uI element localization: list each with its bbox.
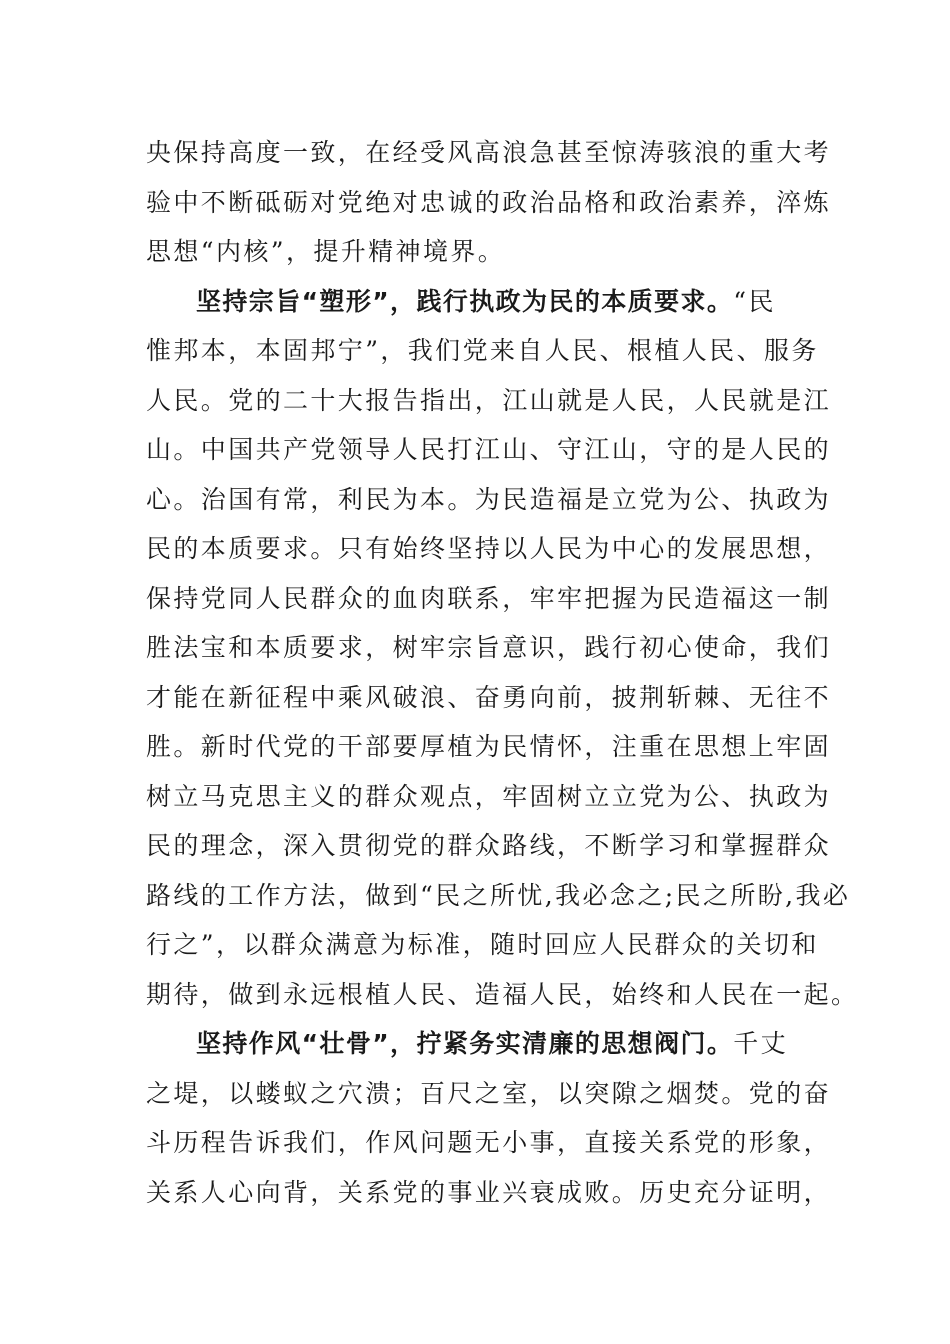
text-line: 民的本质要求。只有始终坚持以人民为中心的发展思想， xyxy=(146,534,832,563)
text-line: 行之”，以群众满意为标准，随时回应人民群众的关切和 xyxy=(146,930,819,959)
text-line: 斗历程告诉我们，作风问题无小事，直接关系党的形象， xyxy=(146,1128,832,1157)
paragraph-first-line xyxy=(146,277,816,327)
text-line: 保持党同人民群众的血肉联系，牢牢把握为民造福这一制 xyxy=(146,583,832,613)
text-line: 心。治国有常，利民为本。为民造福是立党为公、执政为 xyxy=(146,484,832,514)
text-line: 关系人心向背，关系党的事业兴衰成败。历史充分证明， xyxy=(146,1177,832,1207)
paragraph-heading: 坚持宗旨“塑形”，践行执政为民的本质要求。 xyxy=(196,286,734,316)
text-line: 胜。新时代党的干部要厚植为民情怀，注重在思想上牢固 xyxy=(146,732,832,761)
text-line: 民的理念，深入贯彻党的群众路线，不断学习和掌握群众 xyxy=(146,831,832,860)
text-line: 惟邦本，本固邦宁”，我们党来自人民、根植人民、服务 xyxy=(146,336,819,365)
document-body xyxy=(146,128,859,1217)
text-line: 期待，做到永远根植人民、造福人民，始终和人民在一起。 xyxy=(146,979,859,1009)
text-fragment: “民 xyxy=(733,286,776,316)
text-line: 才能在新征程中乘风破浪、奋勇向前，披荆斩棘、无往不 xyxy=(146,682,832,712)
paragraph-heading: 坚持作风“壮骨”，拧紧务实清廉的思想阀门。 xyxy=(196,1029,734,1058)
text-line: 央保持高度一致，在经受风高浪急甚至惊涛骇浪的重大考 xyxy=(146,138,832,167)
text-fragment: 千丈 xyxy=(733,1029,789,1058)
text-line: 树立马克思主义的群众观点，牢固树立立党为公、执政为 xyxy=(146,781,832,811)
paragraph-first-line xyxy=(146,1019,816,1069)
text-line: 路线的工作方法，做到“民之所忧,我必念之;民之所盼,我必 xyxy=(146,880,851,910)
text-line: 之堤，以蝼蚁之穴溃；百尺之室，以突隙之烟焚。党的奋 xyxy=(146,1078,832,1108)
text-line: 山。中国共产党领导人民打江山、守江山，守的是人民的 xyxy=(146,435,832,464)
text-line: 人民。党的二十大报告指出，江山就是人民，人民就是江 xyxy=(146,385,832,415)
text-line: 思想“内核”，提升精神境界。 xyxy=(146,237,506,266)
text-line: 胜法宝和本质要求，树牢宗旨意识，践行初心使命，我们 xyxy=(146,633,832,662)
text-line: 验中不断砥砺对党绝对忠诚的政治品格和政治素养，淬炼 xyxy=(146,187,832,217)
